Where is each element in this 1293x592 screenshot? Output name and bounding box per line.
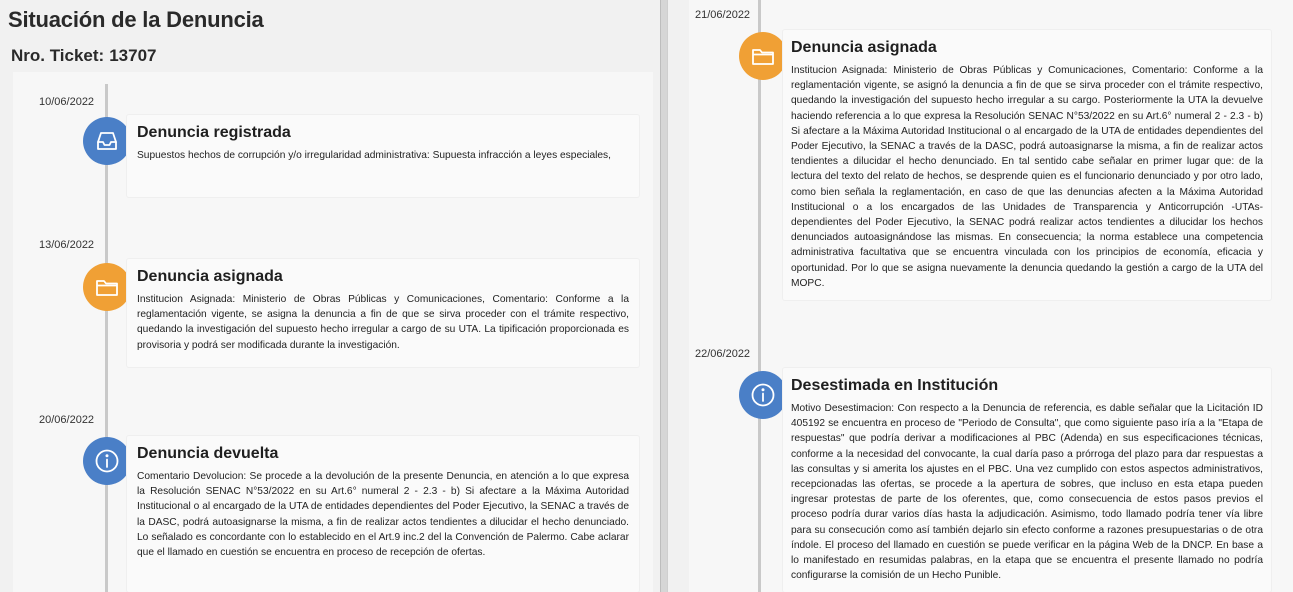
- event-marker: [739, 371, 787, 419]
- event-card: [783, 30, 1271, 300]
- event-marker: [739, 32, 787, 80]
- ticket-number: [11, 46, 157, 66]
- folder-icon: [750, 43, 776, 69]
- event-marker: [83, 437, 131, 485]
- event-title: Denuncia asignada: [791, 39, 937, 56]
- event-title: Denuncia registrada: [137, 124, 291, 141]
- timeline-container-continued[interactable]: [689, 0, 1293, 592]
- event-description: Motivo Desestimacion: Con respecto a la Denuncia de referencia, es dable señalar que la Licitación ID 405192 se encuentra en proceso de "Periodo de Consulta", que como siguiente paso iría a la "Etapa de respuestas" que podría derivar a modificaciones al PBC (Adenda) en sus especificaciones técnicas, conforme a la necesidad del convocante, la cual daría paso a prórroga del plazo para dar respuestas a las consultas y si amerita los ajustes en el PBC. Una vez cumplido con estos aspectos administrativos, recepcionadas las ofertas, se procede a la apertura de sobres, que incluso en esta etapa pueden ingresar protestas de parte de los oferentes, que, como consecuencia de estos pasos previos el proceso podría durar varios días hasta la adjudicación. Asimismo, todo llamado podría tener vía libre para su consecución como así también dejarlo sin efecto conforme a razones presupuestarias o de otra índole. El proceso del llamado en cuestión se puede verificar en la página Web de la DNCP. En base a lo manifestado en resumidas palabras, en la etapa que se encuentra el presente llamado no podría configurarse la comisión de un Hecho Punible.: [791, 403, 1263, 582]
- inbox-icon: [94, 128, 120, 154]
- timeline-line: [758, 0, 761, 592]
- ticket-value: 13707: [109, 46, 157, 65]
- info-icon: [94, 448, 120, 474]
- ticket-label: Nro. Ticket:: [11, 46, 105, 65]
- event-description: Supuestos hechos de corrupción y/o irregularidad administrativa: Supuesta infracción a leyes especiales,: [137, 150, 611, 161]
- event-title: Denuncia devuelta: [137, 445, 279, 462]
- pane-divider[interactable]: [660, 0, 668, 592]
- event-title: Denuncia asignada: [137, 268, 283, 285]
- page-title: Situación de la Denuncia: [8, 7, 264, 32]
- event-marker: [83, 117, 131, 165]
- event-description: Institucion Asignada: Ministerio de Obras Públicas y Comunicaciones, Comentario: Conforme a la reglamentación vigente, se asigna la denuncia a fin de que se sirva proceder con el trámite respectivo, quedando la investigación del supuesto hecho irregular a cargo de su UTA. La tipificación proporcionada es provisoria y podrá ser modificada durante la investigación.: [137, 294, 629, 351]
- event-date: 22/06/2022: [695, 348, 751, 360]
- event-card: [127, 436, 639, 592]
- event-card: [127, 115, 639, 197]
- event-date: 21/06/2022: [695, 9, 751, 21]
- event-description: Institucion Asignada: Ministerio de Obras Públicas y Comunicaciones, Comentario: Conforme a la reglamentación vigente, se asignó la denuncia a fin de que se sirva proceder con el trámite respectivo, quedando la investigación del supuesto hecho irregular a su cargo. Posteriormente la UTA la devuelve haciendo referencia a lo que expresa la Resolución SENAC N°53/2022 en su Art.6° numeral 2 - 2.3 - b) Si afectare a la Máxima Autoridad Institucional o al encargado de la UTA de entidades dependientes del Poder Ejecutivo, la SENAC a través de la DASC, podrá autoasignarse la misma, a fin de realizar actos tendientes a dilucidar el hecho denunciado. En tal sentido cabe señalar en primer lugar que: de la lectura del texto del relato de hechos, se desprende quien es el funcionario denunciado y por otro lado, como bien señala la reglamentación, en caso de que las denuncias afecten a la Máxima Autoridad Institucional o a los encargados de las Unidades de Transparencia y Anticorrupción -UTAs- dependientes del Poder Ejecutivo, la SENAC podrá realizar actos tendientes a dilucidar los hechos denunciados autoasignándose las mismas. En consecuencia; la norma establece una competencia administrativa facultativa que se encuentra vinculada con los principios de economía, eficacia y oportunidad. Por lo que se asigna nuevamente la denuncia quedando la gestión a cargo de la UTA del MOPC.: [791, 65, 1263, 289]
- event-title: Desestimada en Institución: [791, 377, 999, 394]
- event-date: 20/06/2022: [39, 414, 95, 426]
- event-date: 13/06/2022: [39, 239, 95, 251]
- event-card: [783, 368, 1271, 592]
- info-icon: [750, 382, 776, 408]
- event-card: [127, 259, 639, 367]
- event-description: Comentario Devolucion: Se procede a la devolución de la presente Denuncia, en atención a lo que expresa la Resolución SENAC N°53/2022 en su Art.6° numeral 2 - 2.3 - b) Si afectare a la Máxima Autoridad Institucional o al encargado de la UTA de entidades dependientes del Poder Ejecutivo, la SENAC a través de la DASC, podrá autoasignarse la misma, a fin de realizar actos tendientes a dilucidar el hecho denunciado. Lo señalado es concordante con lo establecido en el Art.9 inc.2 del la Convención de Palermo. Cabe aclarar que el llamado en cuestión se encuentra en proceso de recepción de ofertas.: [137, 471, 629, 559]
- event-date: 10/06/2022: [39, 96, 95, 108]
- timeline-container[interactable]: [13, 72, 653, 592]
- event-marker: [83, 263, 131, 311]
- folder-icon: [94, 274, 120, 300]
